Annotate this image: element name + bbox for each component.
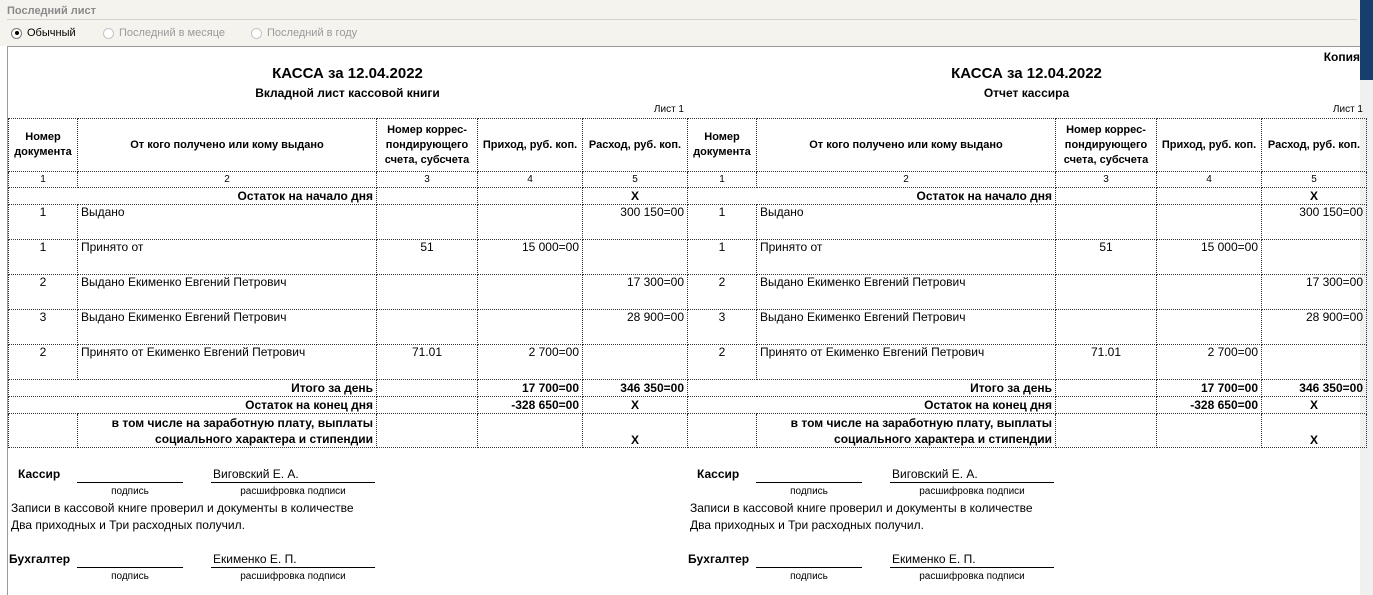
empty-cell bbox=[478, 414, 583, 448]
empty-cell bbox=[377, 188, 478, 205]
cashier-name: Виговский Е. А. bbox=[892, 467, 978, 481]
opening-balance-label: Остаток на начало дня bbox=[688, 188, 1056, 205]
header-row bbox=[688, 119, 1367, 172]
radio-last-in-month[interactable] bbox=[103, 27, 225, 39]
col-header: Номер коррес-пондирующего счета, субсчета bbox=[377, 119, 478, 172]
left-subtitle: Вкладной лист кассовой книги bbox=[255, 86, 440, 100]
caption-signature: подпись bbox=[111, 571, 149, 582]
counterparty: Выдано Екименко Евгений Петрович bbox=[757, 275, 1056, 310]
accountant-label: Бухгалтер bbox=[9, 552, 71, 566]
doc-number: 2 bbox=[9, 275, 78, 310]
doc-number: 3 bbox=[688, 310, 757, 345]
cash-book-document bbox=[7, 46, 1363, 595]
accountant-name-line bbox=[890, 567, 1054, 568]
income bbox=[478, 310, 583, 345]
opening-balance-x: X bbox=[1262, 188, 1367, 205]
table-row bbox=[9, 275, 688, 310]
accountant-name: Екименко Е. П. bbox=[892, 552, 976, 566]
verification-note-line2: Два приходных и Три расходных получил. bbox=[690, 518, 924, 532]
account bbox=[377, 205, 478, 240]
income bbox=[478, 275, 583, 310]
daily-total-expense: 346 350=00 bbox=[583, 380, 688, 397]
empty-cell bbox=[1056, 188, 1157, 205]
closing-balance-x: X bbox=[1262, 397, 1367, 414]
cashier-signature-line bbox=[756, 482, 862, 483]
cashier-label: Кассир bbox=[697, 467, 740, 481]
income: 2 700=00 bbox=[478, 345, 583, 380]
opening-balance-row bbox=[688, 188, 1367, 205]
col-header: Приход, руб. коп. bbox=[1157, 119, 1262, 172]
doc-number: 1 bbox=[688, 240, 757, 275]
account: 71.01 bbox=[1056, 345, 1157, 380]
account bbox=[1056, 275, 1157, 310]
section-divider bbox=[7, 19, 1357, 20]
account: 71.01 bbox=[377, 345, 478, 380]
radio-label: Обычный bbox=[27, 27, 76, 39]
expense: 28 900=00 bbox=[1262, 310, 1367, 345]
expense: 300 150=00 bbox=[1262, 205, 1367, 240]
table-row bbox=[688, 240, 1367, 275]
expense bbox=[1262, 240, 1367, 275]
empty-cell bbox=[377, 414, 478, 448]
table-row bbox=[9, 240, 688, 275]
col-number: 5 bbox=[1262, 172, 1367, 188]
counterparty: Выдано Екименко Евгений Петрович bbox=[78, 275, 377, 310]
right-title: КАССА за 12.04.2022 bbox=[951, 65, 1102, 82]
salary-row bbox=[688, 414, 1367, 448]
doc-number: 1 bbox=[688, 205, 757, 240]
expense bbox=[583, 345, 688, 380]
right-sheet-number: Лист 1 bbox=[1332, 104, 1363, 115]
doc-number: 2 bbox=[688, 345, 757, 380]
expense: 17 300=00 bbox=[583, 275, 688, 310]
accountant-signature-line bbox=[77, 567, 183, 568]
salary-label: в том числе на заработную плату, выплаты социального характера и стипендии bbox=[78, 414, 377, 448]
left-cash-table bbox=[8, 118, 688, 448]
expense: 300 150=00 bbox=[583, 205, 688, 240]
radio-unchecked-icon bbox=[251, 28, 262, 39]
closing-balance-income: -328 650=00 bbox=[1157, 397, 1262, 414]
income bbox=[478, 205, 583, 240]
table-row bbox=[688, 345, 1367, 380]
header-row bbox=[9, 119, 688, 172]
opening-balance-row bbox=[9, 188, 688, 205]
expense: 17 300=00 bbox=[1262, 275, 1367, 310]
col-number: 4 bbox=[478, 172, 583, 188]
right-cash-table bbox=[687, 118, 1367, 448]
radio-label: Последний в месяце bbox=[119, 27, 225, 39]
income bbox=[1157, 310, 1262, 345]
empty-cell bbox=[1056, 414, 1157, 448]
cashier-name: Виговский Е. А. bbox=[213, 467, 299, 481]
opening-balance-x: X bbox=[583, 188, 688, 205]
col-header: Расход, руб. коп. bbox=[583, 119, 688, 172]
table-row bbox=[688, 205, 1367, 240]
closing-balance-income: -328 650=00 bbox=[478, 397, 583, 414]
caption-decode: расшифровка подписи bbox=[919, 486, 1025, 497]
table-row bbox=[9, 310, 688, 345]
counterparty: Принято от Екименко Евгений Петрович bbox=[78, 345, 377, 380]
verification-note-line1: Записи в кассовой книге проверил и документы в количестве bbox=[690, 501, 1033, 515]
column-number-row bbox=[688, 172, 1367, 188]
closing-balance-row bbox=[688, 397, 1367, 414]
account: 51 bbox=[1056, 240, 1157, 275]
cashier-signature-line bbox=[77, 482, 183, 483]
daily-total-row bbox=[9, 380, 688, 397]
salary-x: X bbox=[1262, 414, 1367, 448]
radio-last-in-year[interactable] bbox=[251, 27, 357, 39]
empty-cell bbox=[1157, 414, 1262, 448]
caption-decode: расшифровка подписи bbox=[240, 486, 346, 497]
accountant-label: Бухгалтер bbox=[688, 552, 750, 566]
income: 15 000=00 bbox=[1157, 240, 1262, 275]
col-header: От кого получено или кому выдано bbox=[78, 119, 377, 172]
table-row bbox=[9, 345, 688, 380]
column-number-row bbox=[9, 172, 688, 188]
daily-total-expense: 346 350=00 bbox=[1262, 380, 1367, 397]
counterparty: Выдано Екименко Евгений Петрович bbox=[757, 310, 1056, 345]
col-number: 1 bbox=[9, 172, 78, 188]
closing-balance-row bbox=[9, 397, 688, 414]
income bbox=[1157, 275, 1262, 310]
closing-balance-x: X bbox=[583, 397, 688, 414]
caption-signature: подпись bbox=[790, 571, 828, 582]
daily-total-label: Итого за день bbox=[688, 380, 1056, 397]
daily-total-income: 17 700=00 bbox=[478, 380, 583, 397]
radio-checked-icon bbox=[11, 28, 22, 39]
col-header: Номер документа bbox=[9, 119, 78, 172]
account: 51 bbox=[377, 240, 478, 275]
empty-cell bbox=[377, 380, 478, 397]
caption-signature: подпись bbox=[790, 486, 828, 497]
account bbox=[1056, 310, 1157, 345]
table-row bbox=[9, 205, 688, 240]
col-header: Приход, руб. коп. bbox=[478, 119, 583, 172]
doc-number: 1 bbox=[9, 205, 78, 240]
copy-label: Копия bbox=[1323, 50, 1360, 64]
verification-note-line2: Два приходных и Три расходных получил. bbox=[11, 518, 245, 532]
empty-cell bbox=[9, 414, 78, 448]
expense bbox=[1262, 345, 1367, 380]
income: 2 700=00 bbox=[1157, 345, 1262, 380]
col-number: 5 bbox=[583, 172, 688, 188]
salary-x: X bbox=[583, 414, 688, 448]
radio-unchecked-icon bbox=[103, 28, 114, 39]
empty-cell bbox=[1056, 380, 1157, 397]
daily-total-label: Итого за день bbox=[9, 380, 377, 397]
expense: 28 900=00 bbox=[583, 310, 688, 345]
report-options-panel bbox=[0, 0, 1360, 46]
accountant-signature-line bbox=[756, 567, 862, 568]
daily-total-income: 17 700=00 bbox=[1157, 380, 1262, 397]
col-number: 2 bbox=[78, 172, 377, 188]
col-header: Расход, руб. коп. bbox=[1262, 119, 1367, 172]
salary-label: в том числе на заработную плату, выплаты социального характера и стипендии bbox=[757, 414, 1056, 448]
cashier-label: Кассир bbox=[18, 467, 61, 481]
expense bbox=[583, 240, 688, 275]
accountant-name: Екименко Е. П. bbox=[213, 552, 297, 566]
col-number: 3 bbox=[1056, 172, 1157, 188]
salary-row bbox=[9, 414, 688, 448]
account bbox=[1056, 205, 1157, 240]
income: 15 000=00 bbox=[478, 240, 583, 275]
col-header: Номер коррес-пондирующего счета, субсчета bbox=[1056, 119, 1157, 172]
daily-total-row bbox=[688, 380, 1367, 397]
empty-cell bbox=[478, 188, 583, 205]
empty-cell bbox=[688, 414, 757, 448]
col-header: От кого получено или кому выдано bbox=[757, 119, 1056, 172]
verification-note-line1: Записи в кассовой книге проверил и документы в количестве bbox=[11, 501, 354, 515]
closing-balance-label: Остаток на конец дня bbox=[688, 397, 1056, 414]
section-title: Последний лист bbox=[7, 5, 97, 17]
counterparty: Принято от bbox=[757, 240, 1056, 275]
empty-cell bbox=[377, 397, 478, 414]
doc-number: 2 bbox=[9, 345, 78, 380]
doc-number: 3 bbox=[9, 310, 78, 345]
col-number: 1 bbox=[688, 172, 757, 188]
account bbox=[377, 275, 478, 310]
doc-number: 1 bbox=[9, 240, 78, 275]
empty-cell bbox=[1157, 188, 1262, 205]
right-subtitle: Отчет кассира bbox=[983, 86, 1070, 100]
closing-balance-label: Остаток на конец дня bbox=[9, 397, 377, 414]
counterparty: Принято от Екименко Евгений Петрович bbox=[757, 345, 1056, 380]
left-title: КАССА за 12.04.2022 bbox=[272, 65, 423, 82]
income bbox=[1157, 205, 1262, 240]
caption-decode: расшифровка подписи bbox=[240, 571, 346, 582]
cashier-name-line bbox=[890, 482, 1054, 483]
col-number: 4 bbox=[1157, 172, 1262, 188]
empty-cell bbox=[1056, 397, 1157, 414]
caption-signature: подпись bbox=[111, 486, 149, 497]
col-header: Номер документа bbox=[688, 119, 757, 172]
caption-decode: расшифровка подписи bbox=[919, 571, 1025, 582]
doc-number: 2 bbox=[688, 275, 757, 310]
cashier-name-line bbox=[211, 482, 375, 483]
counterparty: Принято от bbox=[78, 240, 377, 275]
col-number: 3 bbox=[377, 172, 478, 188]
counterparty: Выдано Екименко Евгений Петрович bbox=[78, 310, 377, 345]
account bbox=[377, 310, 478, 345]
counterparty: Выдано bbox=[757, 205, 1056, 240]
left-sheet-number: Лист 1 bbox=[653, 104, 684, 115]
col-number: 2 bbox=[757, 172, 1056, 188]
table-row bbox=[688, 275, 1367, 310]
opening-balance-label: Остаток на начало дня bbox=[9, 188, 377, 205]
radio-regular[interactable] bbox=[11, 27, 76, 39]
accountant-name-line bbox=[211, 567, 375, 568]
counterparty: Выдано bbox=[78, 205, 377, 240]
radio-label: Последний в году bbox=[267, 27, 358, 39]
table-row bbox=[688, 310, 1367, 345]
